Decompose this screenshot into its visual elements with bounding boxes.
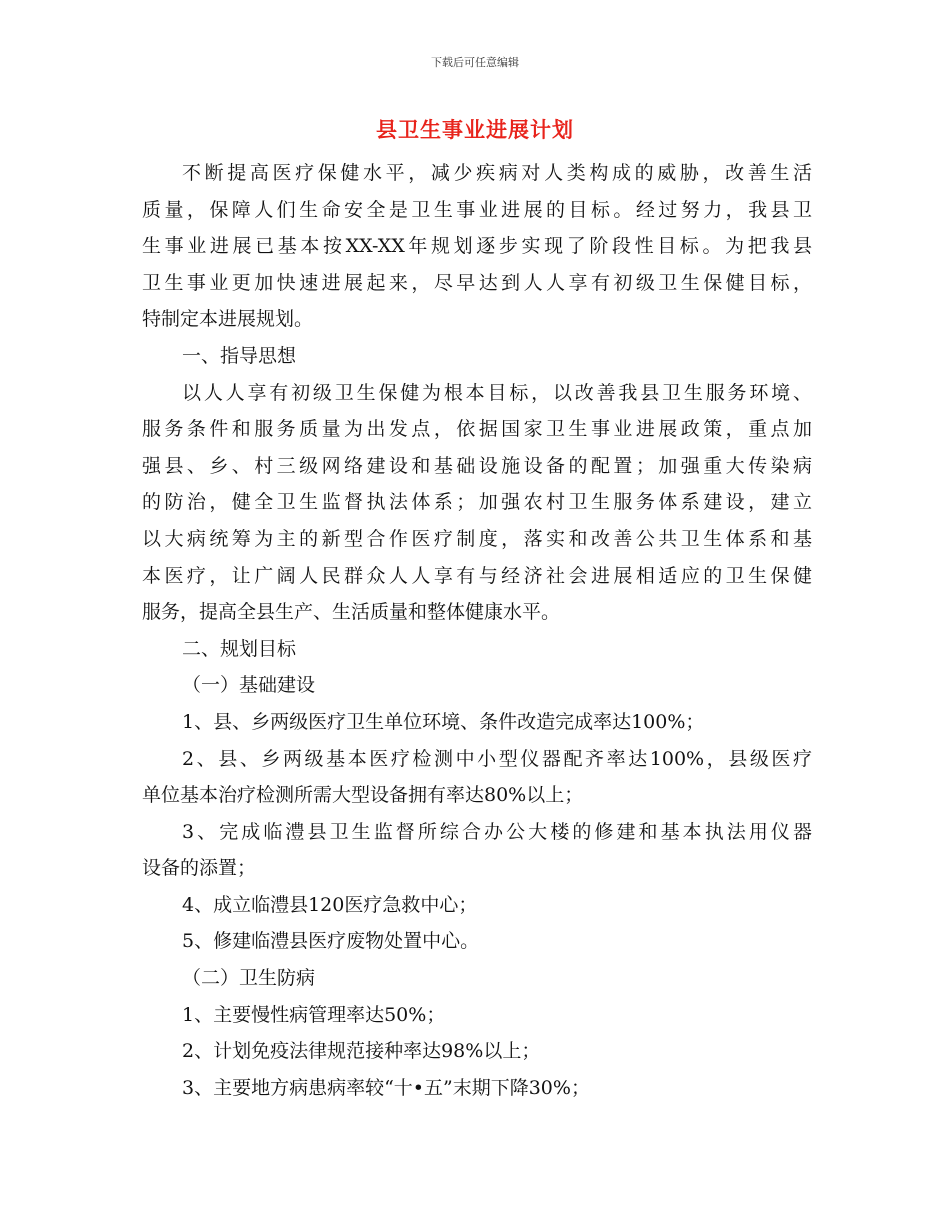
page-header: 下载后可任意编辑 <box>431 56 519 69</box>
paragraph-line: 3、完成临澧县卫生监督所综合办公大楼的修建和基本执法用仪器 <box>182 820 812 843</box>
paragraph-line: 3、主要地方病患病率较“十•五”末期下降30%； <box>182 1076 590 1099</box>
paragraph-line: 2、县、乡两级基本医疗检测中小型仪器配齐率达100%，县级医疗 <box>182 747 812 770</box>
paragraph-line: （二）卫生防病 <box>182 967 316 990</box>
paragraph-line: （一）基础建设 <box>182 674 316 697</box>
paragraph-line: 设备的添置； <box>142 857 257 880</box>
paragraph-line: 一、指导思想 <box>182 344 297 367</box>
paragraph-line: 1、主要慢性病管理率达50%； <box>182 1003 446 1026</box>
paragraph-line: 卫生事业更加快速进展起来，尽早达到人人享有初级卫生保健目标， <box>142 271 812 294</box>
paragraph-line: 以人人享有初级卫生保健为根本目标，以改善我县卫生服务环境、 <box>182 381 812 404</box>
paragraph-line: 强县、乡、村三级网络建设和基础设施设备的配置；加强重大传染病 <box>142 454 812 477</box>
paragraph-line: 4、成立临澧县120医疗急救中心； <box>182 893 478 916</box>
paragraph-line: 二、规划目标 <box>182 637 297 660</box>
paragraph-line: 1、县、乡两级医疗卫生单位环境、条件改造完成率达100%； <box>182 710 705 733</box>
paragraph-line: 单位基本治疗检测所需大型设备拥有率达80%以上； <box>142 784 584 807</box>
paragraph-line: 服务条件和服务质量为出发点，依据国家卫生事业进展政策，重点加 <box>142 418 812 441</box>
document-title: 县卫生事业进展计划 <box>376 117 574 142</box>
paragraph-line: 本医疗，让广阔人民群众人人享有与经济社会进展相适应的卫生保健 <box>142 564 812 587</box>
paragraph-line: 服务，提高全县生产、生活质量和整体健康水平。 <box>142 601 561 624</box>
paragraph-line: 特制定本进展规划。 <box>142 308 314 331</box>
paragraph-line: 不断提高医疗保健水平，减少疾病对人类构成的威胁，改善生活 <box>182 162 812 184</box>
paragraph-line: 5、修建临澧县医疗废物处置中心。 <box>182 930 480 953</box>
paragraph-line: 2、计划免疫法律规范接种率达98%以上； <box>182 1040 541 1063</box>
paragraph-line: 生事业进展已基本按XX-XX年规划逐步实现了阶段性目标。为把我县 <box>142 235 812 258</box>
paragraph-line: 以大病统筹为主的新型合作医疗制度，落实和改善公共卫生体系和基 <box>142 527 812 550</box>
paragraph-line: 质量，保障人们生命安全是卫生事业进展的目标。经过努力，我县卫 <box>142 198 812 221</box>
paragraph-line: 的防治，健全卫生监督执法体系；加强农村卫生服务体系建设，建立 <box>142 491 812 514</box>
document-body <box>142 155 812 1106</box>
